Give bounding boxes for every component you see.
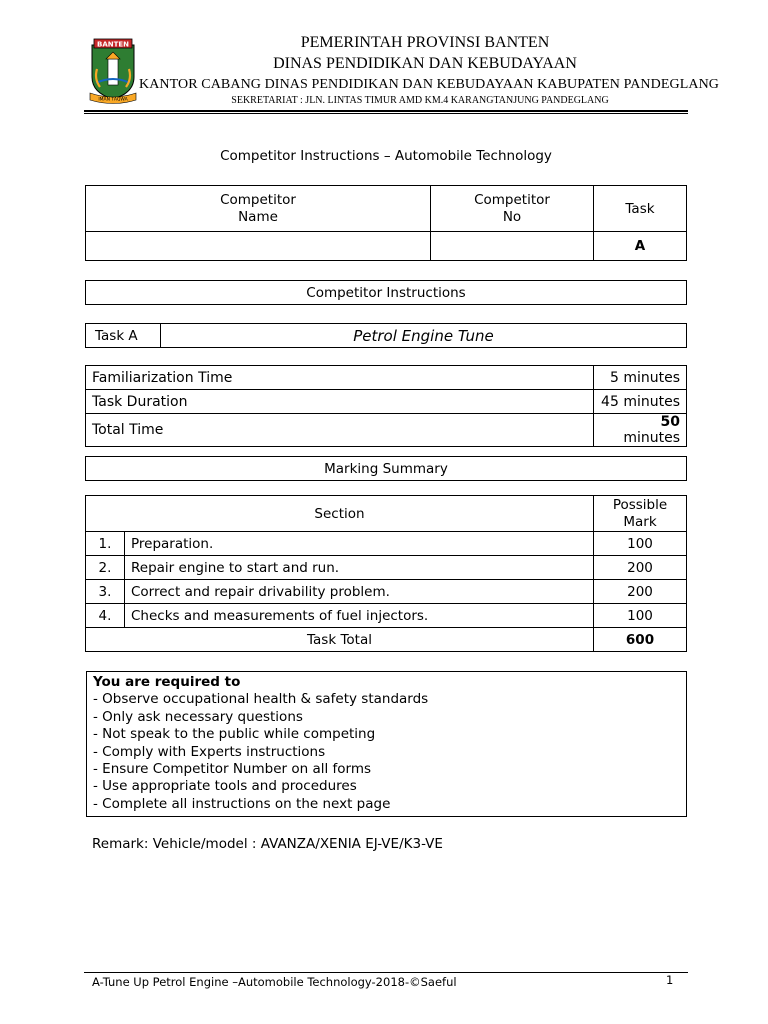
list-item: - Not speak to the public while competing <box>93 726 376 743</box>
row-number: 4. <box>86 604 125 628</box>
requirements-box <box>86 671 687 817</box>
time-row <box>86 414 687 447</box>
table-row <box>86 580 687 604</box>
marking-table <box>85 495 687 652</box>
competitor-no-header: Competitor No <box>431 186 594 232</box>
time-value: 50 minutes <box>594 414 687 447</box>
time-label: Familiarization Time <box>86 366 594 390</box>
list-item: - Ensure Competitor Number on all forms <box>93 761 372 778</box>
total-row <box>86 628 687 652</box>
row-number: 3. <box>86 580 125 604</box>
instructions-heading: Competitor Instructions <box>86 281 687 305</box>
list-item: - Observe occupational health & safety standards <box>93 691 429 708</box>
page-number: 1 <box>666 973 674 987</box>
row-mark: 200 <box>594 580 687 604</box>
logo-text-top: BANTEN <box>96 40 130 49</box>
row-section: Checks and measurements of fuel injectors. <box>125 604 594 628</box>
table-row <box>86 556 687 580</box>
task-header: Task <box>594 186 687 232</box>
task-total-label: Task Total <box>86 628 594 652</box>
row-section: Preparation. <box>125 532 594 556</box>
list-item: - Use appropriate tools and procedures <box>93 778 357 795</box>
row-mark: 100 <box>594 532 687 556</box>
header-address: SEKRETARIAT : JLN. LINTAS TIMUR AMD KM.4 KARANGTANJUNG PANDEGLANG <box>231 95 609 106</box>
task-label: Task A <box>86 324 161 348</box>
row-number: 1. <box>86 532 125 556</box>
row-mark: 100 <box>594 604 687 628</box>
logo-text-bottom: IMAN TAQWA <box>98 97 128 103</box>
competitor-name-field[interactable] <box>86 232 431 261</box>
header-line-2: DINAS PENDIDIKAN DAN KEBUDAYAAN <box>273 55 577 72</box>
marking-heading: Marking Summary <box>86 457 687 481</box>
row-number: 2. <box>86 556 125 580</box>
competitor-no-field[interactable] <box>431 232 594 261</box>
competitor-table <box>85 185 687 261</box>
time-row <box>86 366 687 390</box>
time-value: 45 minutes <box>594 390 687 414</box>
document-title: Competitor Instructions – Automobile Technology <box>220 148 552 164</box>
task-value: A <box>594 232 687 261</box>
banten-logo <box>88 37 138 105</box>
header-rule <box>84 110 688 112</box>
footer-rule <box>84 972 688 973</box>
time-label: Total Time <box>86 414 594 447</box>
requirements-heading: You are required to <box>93 674 241 690</box>
time-row <box>86 390 687 414</box>
row-section: Correct and repair drivability problem. <box>125 580 594 604</box>
list-item: - Comply with Experts instructions <box>93 743 326 760</box>
time-label: Task Duration <box>86 390 594 414</box>
header-rule-thin <box>84 113 688 114</box>
row-section: Repair engine to start and run. <box>125 556 594 580</box>
header-line-1: PEMERINTAH PROVINSI BANTEN <box>300 34 550 51</box>
marking-heading-box <box>85 456 687 481</box>
time-value: 5 minutes <box>594 366 687 390</box>
task-name: Petrol Engine Tune <box>161 324 687 348</box>
task-box <box>85 323 687 348</box>
competitor-name-header: Competitor Name <box>86 186 431 232</box>
table-row <box>86 604 687 628</box>
row-mark: 200 <box>594 556 687 580</box>
possible-mark-header: Possible Mark <box>594 496 687 532</box>
instructions-heading-box <box>85 280 687 305</box>
list-item: - Only ask necessary questions <box>93 708 303 725</box>
section-header: Section <box>86 496 594 532</box>
footer-text: A-Tune Up Petrol Engine –Automobile Technology-2018-©Saeful <box>92 975 457 989</box>
table-row <box>86 532 687 556</box>
task-total-value: 600 <box>594 628 687 652</box>
list-item: - Complete all instructions on the next page <box>93 795 391 812</box>
header-line-3: KANTOR CABANG DINAS PENDIDIKAN DAN KEBUDAYAAN KABUPATEN PANDEGLANG <box>139 77 719 92</box>
time-table <box>85 365 687 447</box>
vehicle-remark: Remark: Vehicle/model : AVANZA/XENIA EJ-VE/K3-VE <box>92 836 443 852</box>
